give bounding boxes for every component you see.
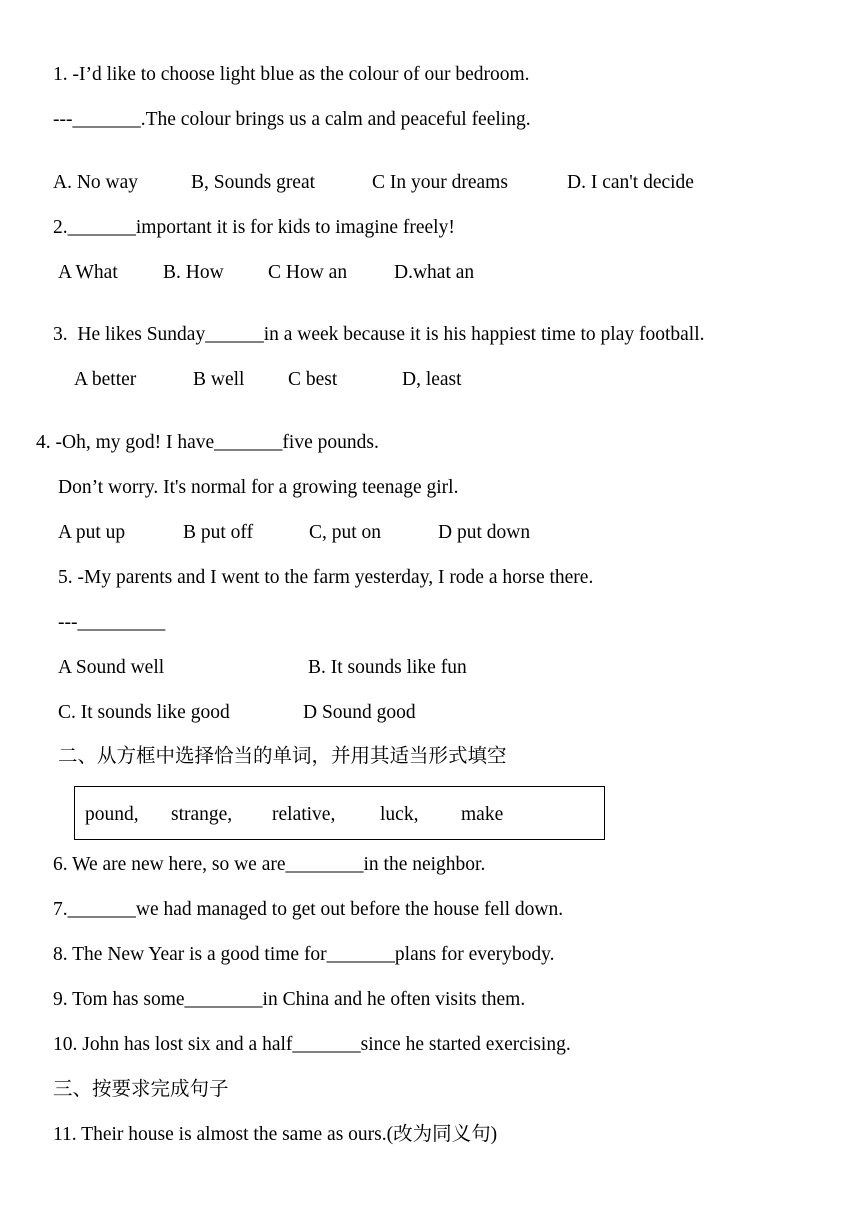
question-5-option-d: D Sound good — [303, 702, 416, 723]
question-3-option-a: A better — [74, 369, 137, 390]
question-4-option-a: A put up — [58, 522, 126, 543]
question-5-stem: 5. -My parents and I went to the farm yesterday, I rode a horse there. — [58, 567, 594, 588]
question-4-option-d: D put down — [438, 522, 531, 543]
question-4-reply: Don’t worry. It's normal for a growing teenage girl. — [58, 477, 459, 498]
question-5-option-a: A Sound well — [58, 657, 165, 678]
question-2-option-a: A What — [58, 262, 118, 283]
question-3-option-b: B well — [193, 369, 245, 390]
word-bank-item: relative, — [272, 804, 336, 825]
question-4-option-b: B put off — [183, 522, 254, 543]
fill-blank-item-6: 6. We are new here, so we are________in the neighbor. — [53, 854, 486, 875]
fill-blank-item-8: 8. The New Year is a good time for_______plans for everybody. — [53, 944, 555, 965]
rewrite-item-11: 11. Their house is almost the same as ours.(改为同义句) — [53, 1124, 498, 1145]
word-bank-item: make — [461, 804, 504, 825]
question-3-option-d: D, least — [402, 369, 462, 390]
question-5-option-b: B. It sounds like fun — [308, 657, 467, 678]
word-bank-item: luck, — [380, 804, 419, 825]
section-2-heading: 二、从方框中选择恰当的单词，并用其适当形式填空 — [58, 746, 507, 767]
question-2-stem: 2._______important it is for kids to imagine freely! — [53, 217, 455, 238]
word-bank-item: strange, — [171, 804, 233, 825]
question-5-option-c: C. It sounds like good — [58, 702, 230, 723]
question-1-stem: 1. -I’d like to choose light blue as the colour of our bedroom. — [53, 64, 530, 85]
fill-blank-item-7: 7._______we had managed to get out before the house fell down. — [53, 899, 564, 920]
question-1-option-c: C In your dreams — [372, 172, 508, 193]
question-1-option-b: B, Sounds great — [191, 172, 316, 193]
question-2-option-b: B. How — [163, 262, 224, 283]
section-3-heading: 三、按要求完成句子 — [53, 1079, 229, 1100]
question-2-option-c: C How an — [268, 262, 348, 283]
question-5-reply: ---_________ — [58, 612, 166, 633]
question-1-option-d: D. I can't decide — [567, 172, 694, 193]
question-4-option-c: C, put on — [309, 522, 382, 543]
question-4-stem: 4. -Oh, my god! I have_______five pounds. — [36, 432, 379, 453]
word-bank-item: pound, — [85, 804, 139, 825]
word-bank-box — [74, 786, 605, 840]
question-2-option-d: D.what an — [394, 262, 475, 283]
question-3-stem: 3. He likes Sunday______in a week because it is his happiest time to play football. — [53, 324, 705, 345]
question-1-reply: ---_______.The colour brings us a calm and peaceful feeling. — [53, 109, 531, 130]
fill-blank-item-10: 10. John has lost six and a half_______since he started exercising. — [53, 1034, 571, 1055]
question-3-option-c: C best — [288, 369, 338, 390]
fill-blank-item-9: 9. Tom has some________in China and he often visits them. — [53, 989, 526, 1010]
question-1-option-a: A. No way — [53, 172, 139, 193]
